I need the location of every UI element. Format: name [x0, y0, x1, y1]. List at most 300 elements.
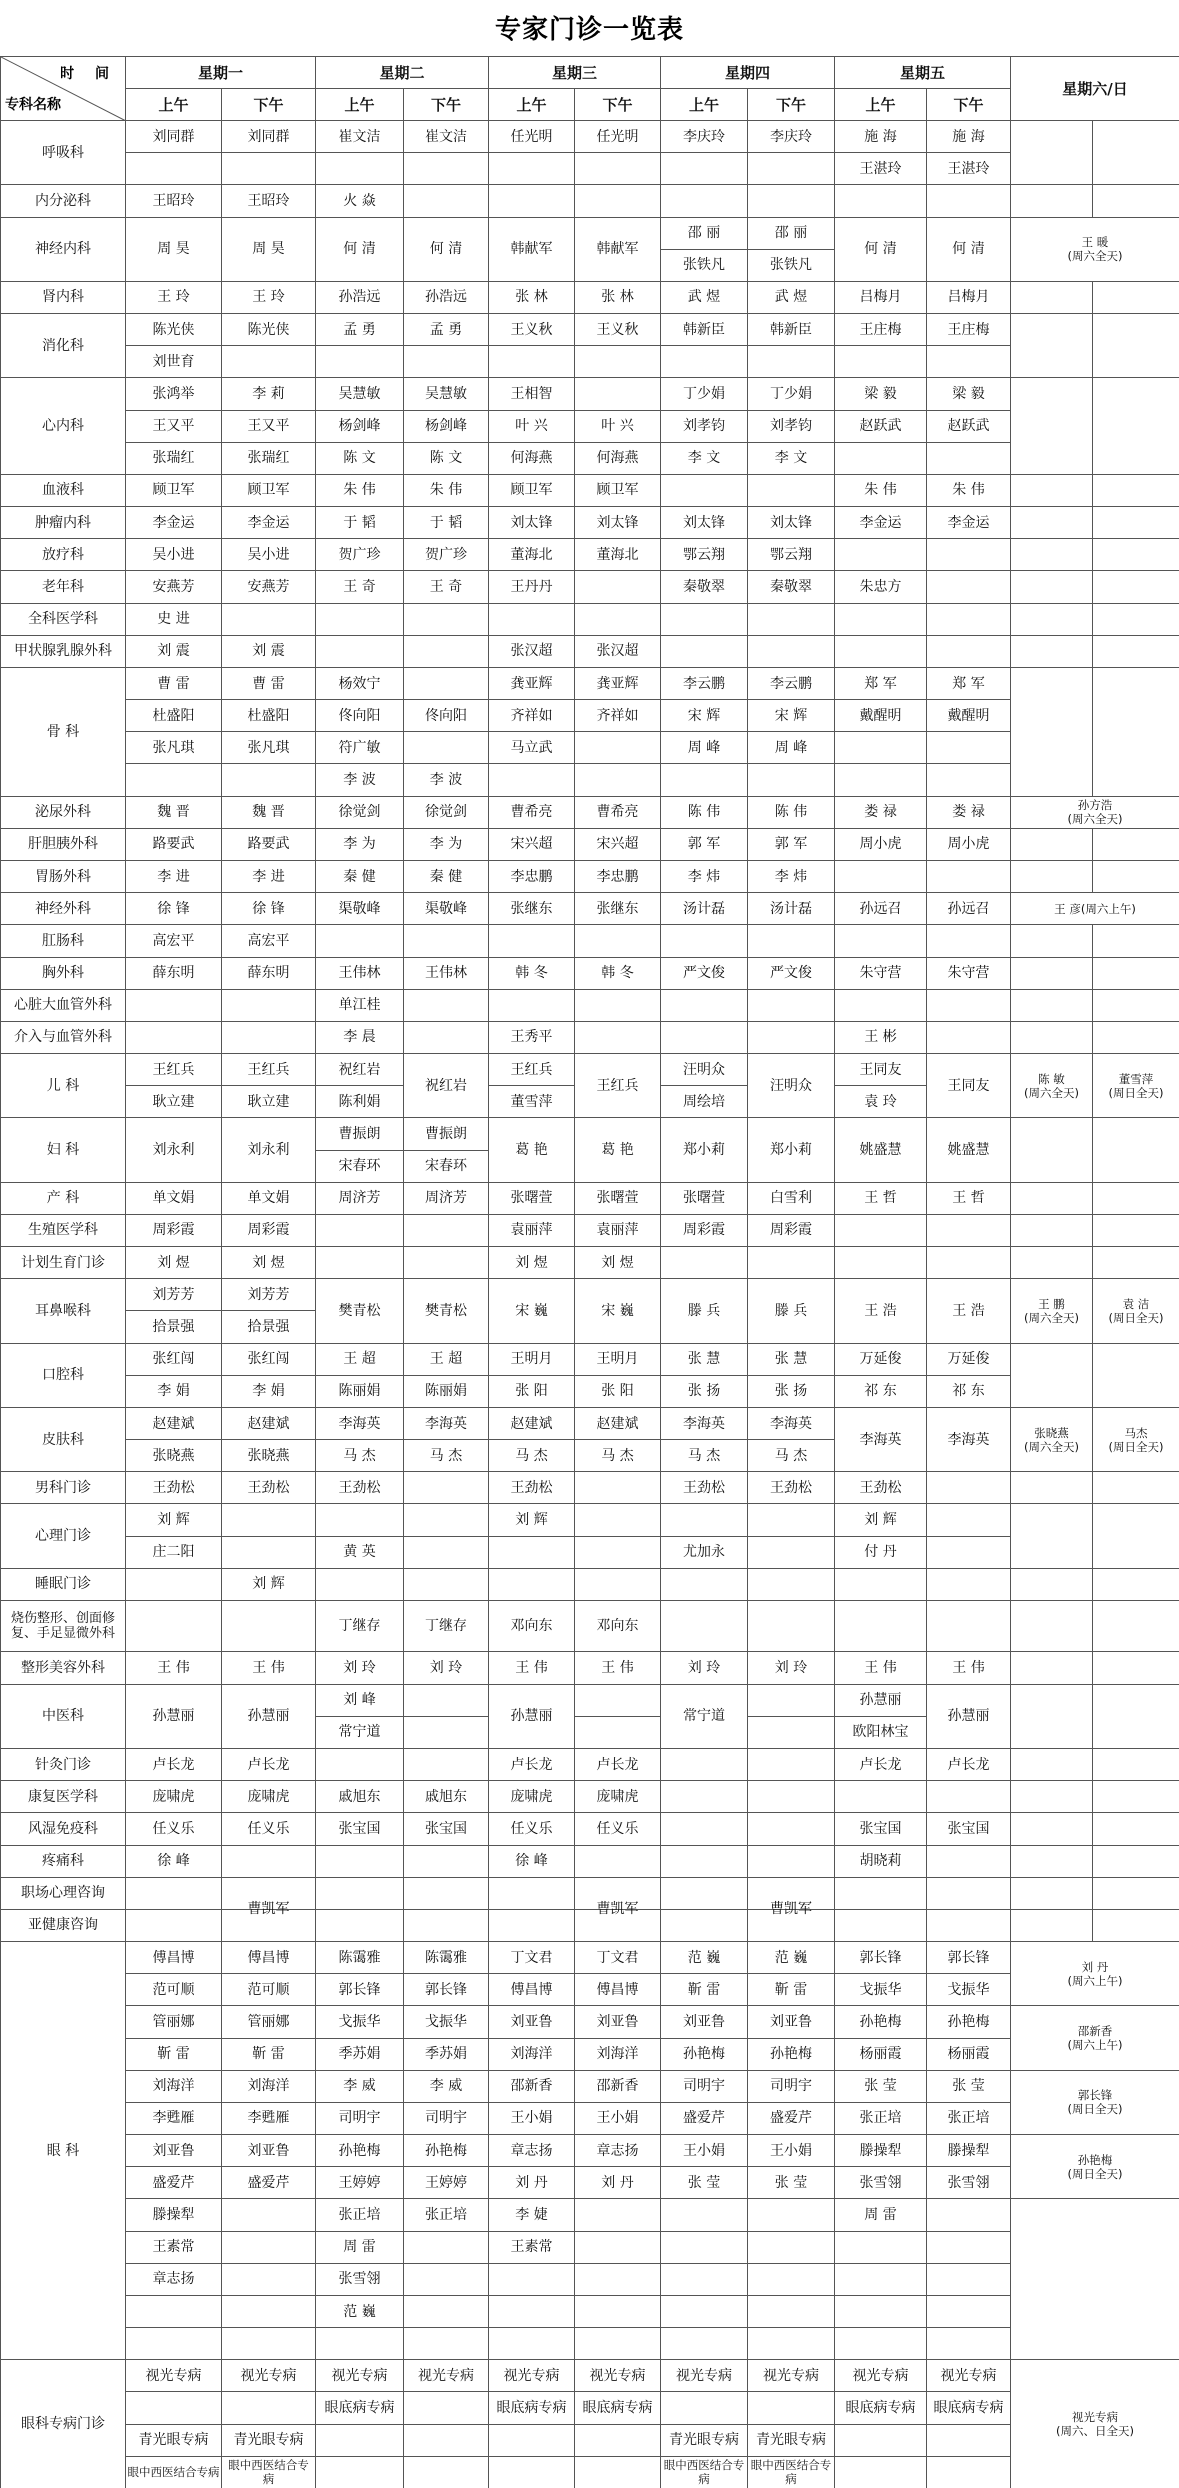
schedule-cell: 赵建斌	[575, 1408, 661, 1440]
schedule-cell	[222, 153, 316, 185]
schedule-cell	[222, 1601, 316, 1652]
schedule-cell: 宋 巍	[489, 1279, 575, 1343]
schedule-cell: 王小娟	[748, 2135, 835, 2167]
schedule-cell: 杨丽霞	[835, 2039, 927, 2071]
dept-name: 康复医学科	[1, 1781, 126, 1813]
schedule-cell: 刘同群	[126, 121, 222, 153]
schedule-cell	[835, 925, 927, 957]
schedule-cell: 李金运	[835, 507, 927, 539]
schedule-cell: 王湛玲	[835, 153, 927, 185]
schedule-cell: 刘 辉	[126, 1504, 222, 1536]
schedule-cell: 靳 雷	[748, 1974, 835, 2006]
schedule-cell: 刘海洋	[575, 2039, 661, 2071]
schedule-cell: 汤计磊	[661, 893, 748, 925]
schedule-cell: 邓向东	[489, 1601, 575, 1652]
schedule-cell: 周 昊	[222, 218, 316, 282]
schedule-cell: 何 清	[316, 218, 404, 282]
schedule-cell: 杨剑峰	[404, 411, 489, 443]
schedule-cell: 眼中西医结合专病	[661, 2457, 748, 2488]
schedule-cell: 孙艳梅	[748, 2039, 835, 2071]
schedule-cell: 朱守营	[835, 958, 927, 990]
schedule-cell	[661, 2392, 748, 2424]
schedule-cell: 李甦雁	[222, 2103, 316, 2135]
schedule-cell	[404, 2264, 489, 2296]
schedule-cell: 李金运	[126, 507, 222, 539]
weekend-cell	[1093, 1601, 1179, 1652]
schedule-cell: 刘太锋	[661, 507, 748, 539]
schedule-cell: 孙艳梅	[661, 2039, 748, 2071]
schedule-cell: 张凡琪	[126, 732, 222, 764]
schedule-cell: 盛爱芹	[748, 2103, 835, 2135]
schedule-cell: 陈利娟	[316, 1086, 404, 1118]
schedule-cell: 刘芳芳	[222, 1279, 316, 1311]
schedule-cell: 耿立建	[126, 1086, 222, 1118]
dept-name: 骨 科	[1, 668, 126, 797]
schedule-cell: 施 海	[927, 121, 1011, 153]
schedule-cell: 刘亚鲁	[126, 2135, 222, 2167]
schedule-cell: 王红兵	[489, 1054, 575, 1086]
schedule-cell	[748, 1910, 835, 1942]
schedule-cell: 王昭玲	[222, 185, 316, 217]
schedule-cell: 赵跃武	[927, 411, 1011, 443]
dept-name: 眼科专病门诊	[1, 2360, 126, 2488]
schedule-cell: 单文娟	[222, 1183, 316, 1215]
schedule-cell: 薛东明	[222, 958, 316, 990]
schedule-cell	[661, 1247, 748, 1279]
weekend-cell	[1011, 990, 1093, 1022]
schedule-cell: 李 文	[661, 443, 748, 475]
schedule-cell	[748, 475, 835, 507]
schedule-cell: 赵建斌	[126, 1408, 222, 1440]
schedule-cell	[316, 346, 404, 378]
schedule-cell: 周彩霞	[661, 1215, 748, 1247]
schedule-cell: 徐 锋	[126, 893, 222, 925]
schedule-cell	[575, 153, 661, 185]
schedule-cell	[835, 990, 927, 1022]
schedule-cell	[489, 1569, 575, 1601]
schedule-cell: 郭长锋	[835, 1942, 927, 1974]
weekend-cell	[1011, 1781, 1093, 1813]
schedule-cell: 张瑞红	[222, 443, 316, 475]
weekend-cell	[1093, 958, 1179, 990]
schedule-cell: 曹凯军	[575, 1878, 661, 1942]
schedule-cell	[222, 346, 316, 378]
weekend-cell	[1093, 507, 1179, 539]
schedule-cell	[661, 2296, 748, 2328]
schedule-cell	[927, 346, 1011, 378]
schedule-cell	[404, 185, 489, 217]
schedule-cell: 齐祥如	[575, 700, 661, 732]
schedule-cell: 戈振华	[835, 1974, 927, 2006]
weekend-cell	[1011, 1183, 1093, 1215]
schedule-cell	[404, 990, 489, 1022]
schedule-cell: 李 进	[126, 861, 222, 893]
schedule-cell: 视光专病	[661, 2360, 748, 2392]
weekend-cell	[1093, 1813, 1179, 1845]
weekend-cell	[1011, 1652, 1093, 1684]
schedule-cell: 白雪利	[748, 1183, 835, 1215]
weekend-cell: 郭长锋 (周日全天)	[1011, 2071, 1179, 2135]
schedule-cell: 张宝国	[835, 1813, 927, 1845]
schedule-cell: 万延俊	[835, 1344, 927, 1376]
schedule-cell	[575, 571, 661, 603]
schedule-cell: 顾卫军	[126, 475, 222, 507]
schedule-cell	[748, 2232, 835, 2264]
schedule-cell: 李 莉	[222, 378, 316, 410]
schedule-cell	[661, 1781, 748, 1813]
dept-name: 亚健康咨询	[1, 1910, 126, 1942]
dept-name: 肝胆胰外科	[1, 829, 126, 861]
schedule-cell: 刘 辉	[489, 1504, 575, 1536]
weekend-cell: 王 彦(周六上午)	[1011, 893, 1179, 925]
weekend-cell	[1093, 990, 1179, 1022]
schedule-cell: 袁丽萍	[575, 1215, 661, 1247]
schedule-cell: 李 娟	[222, 1376, 316, 1408]
schedule-cell: 梁 毅	[927, 378, 1011, 410]
schedule-cell: 韩 冬	[575, 958, 661, 990]
schedule-cell	[222, 764, 316, 796]
schedule-cell	[661, 764, 748, 796]
schedule-cell: 王 彬	[835, 1022, 927, 1054]
schedule-cell	[927, 861, 1011, 893]
schedule-cell: 秦敬翠	[661, 571, 748, 603]
schedule-cell: 何 清	[927, 218, 1011, 282]
weekend-cell	[1011, 1813, 1093, 1845]
schedule-cell: 范 巍	[748, 1942, 835, 1974]
schedule-cell: 刘亚鲁	[748, 2006, 835, 2038]
schedule-cell: 孙慧丽	[126, 1685, 222, 1749]
schedule-cell: 刘太锋	[489, 507, 575, 539]
schedule-cell: 刘 丹	[489, 2167, 575, 2199]
schedule-cell: 顾卫军	[489, 475, 575, 507]
schedule-cell	[222, 2296, 316, 2328]
schedule-cell	[404, 153, 489, 185]
schedule-cell	[575, 2264, 661, 2296]
schedule-cell: 眼底病专病	[835, 2392, 927, 2424]
weekend-cell	[1011, 1601, 1093, 1652]
schedule-cell: 鄂云翔	[748, 539, 835, 571]
schedule-cell	[404, 2392, 489, 2424]
schedule-cell: 朱 伟	[316, 475, 404, 507]
schedule-cell: 单江桂	[316, 990, 404, 1022]
schedule-cell: 宋 辉	[748, 700, 835, 732]
schedule-cell	[316, 1910, 404, 1942]
schedule-cell: 杜盛阳	[222, 700, 316, 732]
schedule-cell: 王伟林	[404, 958, 489, 990]
schedule-cell: 曹希亮	[489, 797, 575, 829]
schedule-cell: 卢长龙	[927, 1749, 1011, 1781]
schedule-cell: 卢长龙	[835, 1749, 927, 1781]
schedule-cell: 陈丽娟	[316, 1376, 404, 1408]
schedule-cell	[575, 1717, 661, 1749]
schedule-cell: 李 进	[222, 861, 316, 893]
schedule-cell: 李庆玲	[661, 121, 748, 153]
schedule-cell	[575, 378, 661, 410]
weekend-cell	[1011, 539, 1093, 571]
schedule-cell: 曹凯军	[748, 1878, 835, 1942]
schedule-cell	[404, 1504, 489, 1536]
weekend-cell	[1093, 282, 1179, 314]
schedule-cell: 孙远召	[835, 893, 927, 925]
schedule-cell	[748, 2264, 835, 2296]
schedule-cell	[575, 1472, 661, 1504]
schedule-cell	[748, 1601, 835, 1652]
weekend-cell	[1011, 925, 1093, 957]
schedule-cell	[661, 1846, 748, 1878]
schedule-cell: 王 玲	[222, 282, 316, 314]
schedule-cell: 张正培	[835, 2103, 927, 2135]
schedule-cell: 张 慧	[748, 1344, 835, 1376]
schedule-cell	[927, 1846, 1011, 1878]
schedule-cell: 张晓燕	[126, 1440, 222, 1472]
schedule-cell: 郑 军	[927, 668, 1011, 700]
schedule-cell: 张正培	[316, 2199, 404, 2231]
schedule-cell: 马 杰	[404, 1440, 489, 1472]
schedule-cell	[222, 990, 316, 1022]
weekend-cell: 视光专病 (周六、日全天)	[1011, 2360, 1179, 2488]
dept-name: 睡眠门诊	[1, 1569, 126, 1601]
schedule-cell: 杜盛阳	[126, 700, 222, 732]
schedule-cell	[489, 925, 575, 957]
schedule-cell	[835, 861, 927, 893]
schedule-cell: 滕操犁	[835, 2135, 927, 2167]
schedule-cell: 曹希亮	[575, 797, 661, 829]
schedule-cell: 张 慧	[661, 1344, 748, 1376]
weekend-cell	[1011, 1878, 1093, 1910]
schedule-cell: 郭长锋	[404, 1974, 489, 2006]
schedule-cell: 王劲松	[316, 1472, 404, 1504]
schedule-cell	[126, 990, 222, 1022]
schedule-cell: 周彩霞	[748, 1215, 835, 1247]
weekend-cell	[1011, 1472, 1093, 1504]
schedule-cell	[927, 1504, 1011, 1536]
weekend-cell: 邵新香 (周六上午)	[1011, 2006, 1179, 2070]
schedule-cell: 郑 军	[835, 668, 927, 700]
schedule-cell: 刘孝钧	[748, 411, 835, 443]
schedule-cell	[404, 1537, 489, 1569]
schedule-cell	[316, 153, 404, 185]
weekend-cell	[1011, 1022, 1093, 1054]
schedule-cell	[404, 1717, 489, 1749]
schedule-cell	[927, 2232, 1011, 2264]
schedule-cell: 张铁凡	[661, 250, 748, 282]
schedule-cell: 王丹丹	[489, 571, 575, 603]
dept-name: 神经外科	[1, 893, 126, 925]
dept-name: 眼 科	[1, 1942, 126, 2360]
schedule-cell: 董海北	[575, 539, 661, 571]
schedule-cell: 范 巍	[661, 1942, 748, 1974]
schedule-cell: 严文俊	[661, 958, 748, 990]
schedule-cell	[404, 636, 489, 668]
schedule-cell: 徐觉剑	[404, 797, 489, 829]
schedule-cell: 张 林	[489, 282, 575, 314]
weekend-cell: 孙艳梅 (周日全天)	[1011, 2135, 1179, 2199]
schedule-cell: 朱忠方	[835, 571, 927, 603]
schedule-cell: 董海北	[489, 539, 575, 571]
schedule-cell: 韩献军	[489, 218, 575, 282]
schedule-cell: 刘亚鲁	[489, 2006, 575, 2038]
schedule-cell	[835, 346, 927, 378]
dept-name: 肿瘤内科	[1, 507, 126, 539]
schedule-cell: 王同友	[835, 1054, 927, 1086]
schedule-cell	[404, 2425, 489, 2457]
schedule-cell: 张铁凡	[748, 250, 835, 282]
schedule-cell: 崔文洁	[316, 121, 404, 153]
dept-name: 整形美容外科	[1, 1652, 126, 1684]
schedule-cell: 陈霭雅	[404, 1942, 489, 1974]
schedule-cell: 刘亚鲁	[575, 2006, 661, 2038]
schedule-cell: 丁继存	[404, 1601, 489, 1652]
schedule-cell: 单文娟	[126, 1183, 222, 1215]
schedule-cell: 拾景强	[126, 1311, 222, 1343]
schedule-cell	[489, 764, 575, 796]
schedule-cell: 郭长锋	[927, 1942, 1011, 1974]
schedule-cell: 丁文君	[489, 1942, 575, 1974]
schedule-cell: 佟向阳	[404, 700, 489, 732]
schedule-cell: 范 巍	[316, 2296, 404, 2328]
schedule-cell: 吴慧敏	[316, 378, 404, 410]
dept-name: 疼痛科	[1, 1846, 126, 1878]
schedule-cell: 汪明众	[748, 1054, 835, 1118]
weekend-cell	[1011, 1846, 1093, 1878]
schedule-cell: 王 哲	[927, 1183, 1011, 1215]
schedule-cell: 付 丹	[835, 1537, 927, 1569]
schedule-cell: 刘永利	[222, 1118, 316, 1182]
schedule-cell	[126, 764, 222, 796]
schedule-cell: 王伟林	[316, 958, 404, 990]
schedule-cell: 鄂云翔	[661, 539, 748, 571]
schedule-cell	[661, 925, 748, 957]
schedule-cell	[222, 2392, 316, 2424]
schedule-cell	[835, 1878, 927, 1910]
schedule-cell	[927, 764, 1011, 796]
schedule-cell	[748, 153, 835, 185]
schedule-cell: 曹 雷	[126, 668, 222, 700]
schedule-cell: 丁文君	[575, 1942, 661, 1974]
dept-name: 烧伤整形、创面修复、手足显微外科	[1, 1601, 126, 1652]
weekend-cell	[1093, 185, 1179, 217]
weekend-cell	[1011, 121, 1093, 185]
schedule-cell	[927, 2264, 1011, 2296]
schedule-cell: 眼底病专病	[316, 2392, 404, 2424]
schedule-cell: 李 威	[404, 2071, 489, 2103]
schedule-cell: 胡晓莉	[835, 1846, 927, 1878]
schedule-cell: 张宝国	[927, 1813, 1011, 1845]
schedule-cell: 周 峰	[661, 732, 748, 764]
schedule-cell: 郭长锋	[316, 1974, 404, 2006]
schedule-cell	[927, 990, 1011, 1022]
schedule-cell: 尤加永	[661, 1537, 748, 1569]
schedule-cell	[316, 925, 404, 957]
schedule-cell	[661, 604, 748, 636]
schedule-cell	[316, 2425, 404, 2457]
weekend-cell	[1011, 1910, 1093, 1942]
schedule-cell: 王小娟	[489, 2103, 575, 2135]
schedule-cell: 庞啸虎	[222, 1781, 316, 1813]
schedule-cell	[316, 2328, 404, 2360]
schedule-cell: 马立武	[489, 732, 575, 764]
schedule-table	[0, 56, 1179, 2488]
schedule-cell: 杨效宁	[316, 668, 404, 700]
dept-name: 心脏大血管外科	[1, 990, 126, 1022]
schedule-cell	[126, 153, 222, 185]
schedule-cell	[404, 2457, 489, 2488]
dept-name: 甲状腺乳腺外科	[1, 636, 126, 668]
schedule-cell: 韩新臣	[661, 314, 748, 346]
schedule-cell: 任义乐	[222, 1813, 316, 1845]
schedule-cell: 视光专病	[489, 2360, 575, 2392]
schedule-cell	[489, 1878, 575, 1910]
schedule-cell: 王劲松	[126, 1472, 222, 1504]
schedule-cell: 杨剑峰	[316, 411, 404, 443]
halfday-header: 上午	[126, 89, 222, 121]
schedule-cell: 高宏平	[222, 925, 316, 957]
schedule-cell: 王 浩	[927, 1279, 1011, 1343]
weekend-cell	[1011, 1215, 1093, 1247]
halfday-header: 下午	[927, 89, 1011, 121]
schedule-cell: 王 浩	[835, 1279, 927, 1343]
schedule-cell: 庞啸虎	[126, 1781, 222, 1813]
schedule-cell	[575, 925, 661, 957]
schedule-cell	[661, 475, 748, 507]
schedule-cell	[927, 2199, 1011, 2231]
schedule-cell: 渠敬峰	[404, 893, 489, 925]
schedule-cell: 宋春环	[316, 1151, 404, 1183]
schedule-cell: 刘 煜	[222, 1247, 316, 1279]
dept-name: 男科门诊	[1, 1472, 126, 1504]
dept-name: 消化科	[1, 314, 126, 378]
schedule-cell: 郭 军	[661, 829, 748, 861]
weekend-cell	[1011, 1247, 1093, 1279]
schedule-cell: 刘 玲	[404, 1652, 489, 1684]
weekend-cell	[1093, 1504, 1179, 1568]
schedule-cell	[927, 1537, 1011, 1569]
halfday-header: 下午	[222, 89, 316, 121]
schedule-cell	[661, 1601, 748, 1652]
schedule-cell: 盛爱芹	[661, 2103, 748, 2135]
dept-name: 耳鼻喉科	[1, 1279, 126, 1343]
schedule-cell: 于 韬	[316, 507, 404, 539]
schedule-cell: 朱 伟	[835, 475, 927, 507]
schedule-cell: 视光专病	[835, 2360, 927, 2392]
schedule-cell: 李 威	[316, 2071, 404, 2103]
schedule-cell: 王婷婷	[316, 2167, 404, 2199]
schedule-cell	[927, 571, 1011, 603]
dept-name: 血液科	[1, 475, 126, 507]
schedule-cell: 张继东	[489, 893, 575, 925]
schedule-cell	[575, 2457, 661, 2488]
schedule-cell: 赵跃武	[835, 411, 927, 443]
schedule-cell	[835, 2457, 927, 2488]
schedule-cell: 刘 煜	[575, 1247, 661, 1279]
schedule-cell	[404, 1749, 489, 1781]
schedule-cell	[748, 1569, 835, 1601]
schedule-cell	[316, 2457, 404, 2488]
schedule-cell	[222, 2232, 316, 2264]
schedule-cell: 王相智	[489, 378, 575, 410]
schedule-cell: 王 玲	[126, 282, 222, 314]
dept-name: 皮肤科	[1, 1408, 126, 1472]
schedule-cell: 王 奇	[316, 571, 404, 603]
schedule-cell: 宋春环	[404, 1151, 489, 1183]
schedule-cell: 眼中西医结合专病	[222, 2457, 316, 2488]
schedule-cell: 王 超	[404, 1344, 489, 1376]
schedule-cell	[835, 1215, 927, 1247]
schedule-cell: 眼中西医结合专病	[748, 2457, 835, 2488]
schedule-cell: 眼底病专病	[575, 2392, 661, 2424]
schedule-cell	[835, 2425, 927, 2457]
schedule-cell	[404, 604, 489, 636]
